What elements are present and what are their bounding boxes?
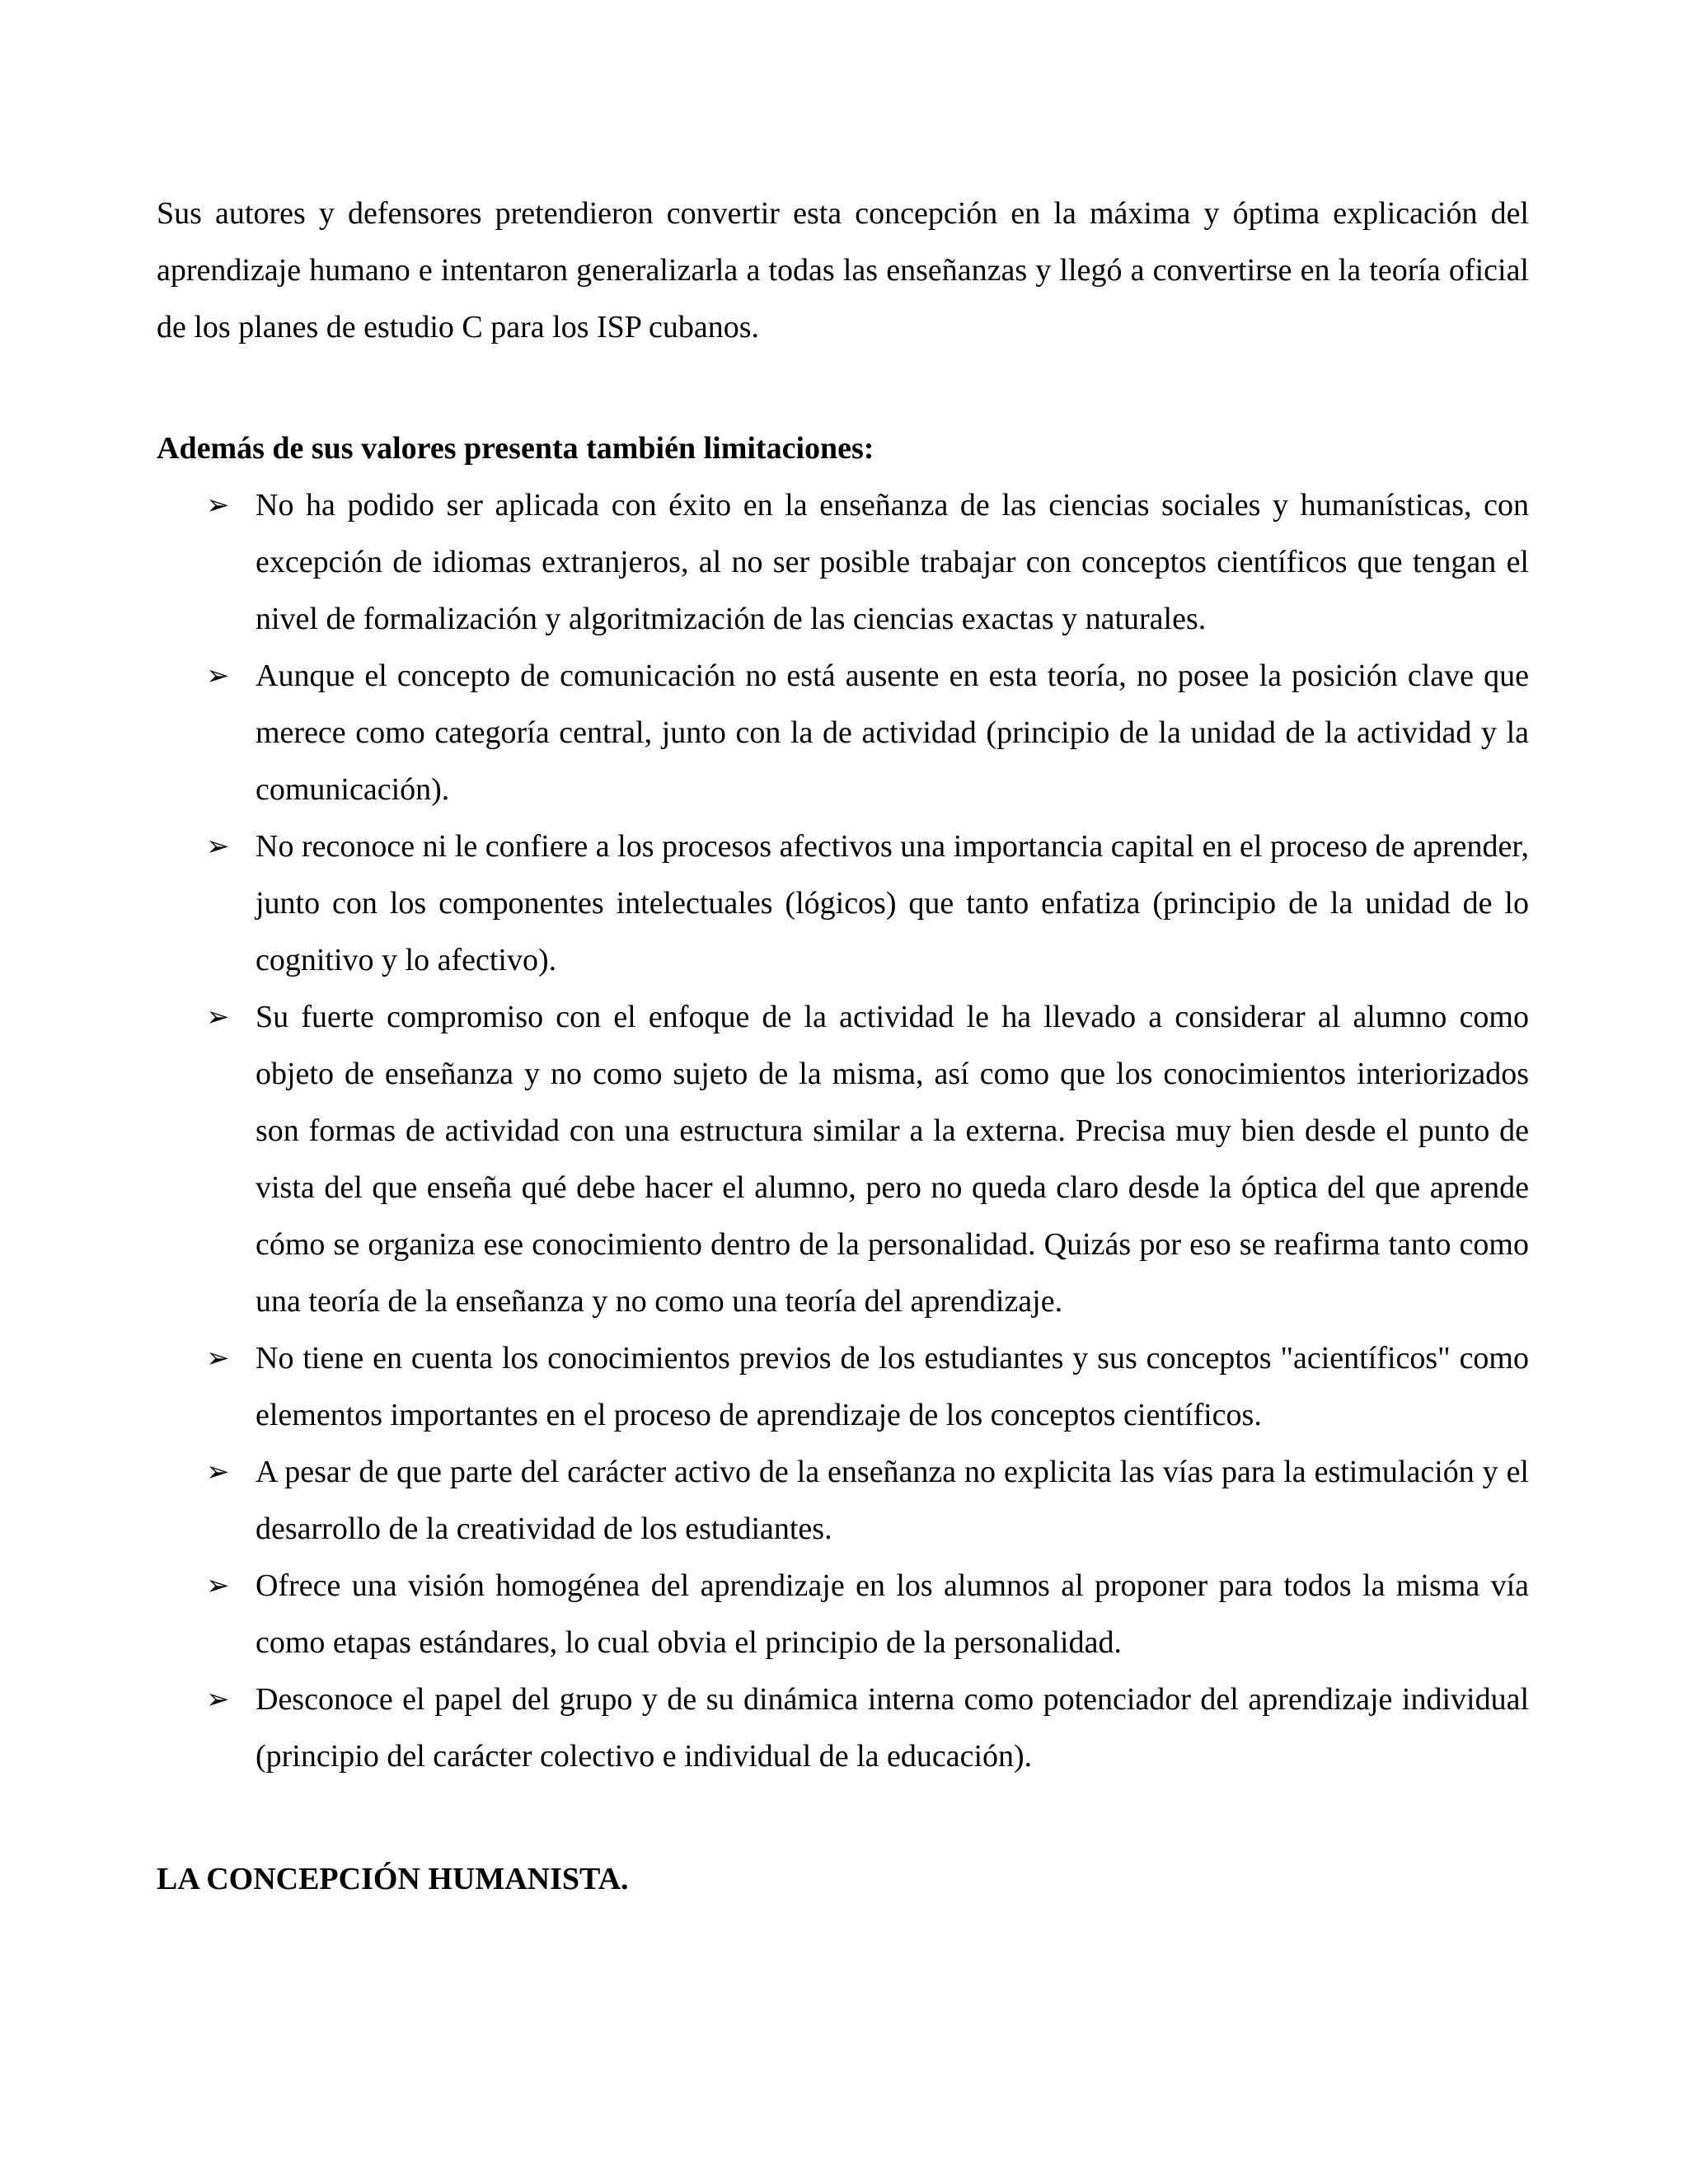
list-item-text: No ha podido ser aplicada con éxito en la enseñanza de las ciencias sociales y humanísticas, con excepción de idiomas extranjeros, al no ser posible trabajar con conceptos científicos que tengan el nivel de formalización y algoritmización de las ciencias exactas y naturales.	[256, 488, 1529, 636]
list-item-text: Ofrece una visión homogénea del aprendizaje en los alumnos al proponer para todos la misma vía como etapas estándares, lo cual obvia el principio de la personalidad.	[256, 1568, 1529, 1660]
list-item	[157, 648, 1529, 818]
arrow-bullet-icon: ➢	[206, 1683, 230, 1716]
list-item-text: Aunque el concepto de comunicación no está ausente en esta teoría, no posee la posición clave que merece como categoría central, junto con la de actividad (principio de la unidad de la actividad y la comunicación).	[256, 658, 1529, 807]
list-item	[157, 818, 1529, 989]
arrow-bullet-icon: ➢	[206, 659, 230, 692]
list-item	[157, 1330, 1529, 1444]
intro-paragraph: Sus autores y defensores pretendieron convertir esta concepción en la máxima y óptima explicación del aprendizaje humano e intentaron generalizarla a todas las enseñanzas y llegó a convertirse en la teoría oficial de los planes de estudio C para los ISP cubanos.	[157, 196, 1529, 344]
list-item	[157, 1671, 1529, 1785]
arrow-bullet-icon: ➢	[206, 1569, 230, 1602]
page-content	[157, 185, 1529, 1908]
list-item-text: No tiene en cuenta los conocimientos previos de los estudiantes y sus conceptos "acientíficos" como elementos importantes en el proceso de aprendizaje de los conceptos científicos.	[256, 1341, 1529, 1432]
limitations-list	[157, 477, 1529, 1785]
list-item-text: A pesar de que parte del carácter activo de la enseñanza no explicita las vías para la estimulación y el desarrollo de la creatividad de los estudiantes.	[256, 1455, 1529, 1546]
list-item	[157, 1444, 1529, 1558]
arrow-bullet-icon: ➢	[206, 1455, 230, 1488]
limitations-heading: Además de sus valores presenta también limitaciones:	[157, 431, 874, 466]
arrow-bullet-icon: ➢	[206, 1001, 230, 1033]
list-item-text: Desconoce el papel del grupo y de su dinámica interna como potenciador del aprendizaje individual (principio del carácter colectivo e individual de la educación).	[256, 1682, 1529, 1774]
arrow-bullet-icon: ➢	[206, 489, 230, 522]
arrow-bullet-icon: ➢	[206, 830, 230, 863]
list-item	[157, 989, 1529, 1330]
list-item	[157, 1558, 1529, 1671]
list-item	[157, 477, 1529, 648]
list-item-text: No reconoce ni le confiere a los procesos afectivos una importancia capital en el proceso de aprender, junto con los componentes intelectuales (lógicos) que tanto enfatiza (principio de la unidad de lo cognitivo y lo afectivo).	[256, 829, 1529, 977]
section-heading: LA CONCEPCIÓN HUMANISTA.	[157, 1862, 629, 1896]
list-item-text: Su fuerte compromiso con el enfoque de la actividad le ha llevado a considerar al alumno como objeto de enseñanza y no como sujeto de la misma, así como que los conocimientos interiorizados son formas de actividad con una estructura similar a la externa. Precisa muy bien desde el punto de vista del que enseña qué debe hacer el alumno, pero no queda claro desde la óptica del que aprende cómo se organiza ese conocimiento dentro de la personalidad. Quizás por eso se reafirma tanto como una teoría de la enseñanza y no como una teoría del aprendizaje.	[256, 1000, 1529, 1319]
arrow-bullet-icon: ➢	[206, 1342, 230, 1375]
